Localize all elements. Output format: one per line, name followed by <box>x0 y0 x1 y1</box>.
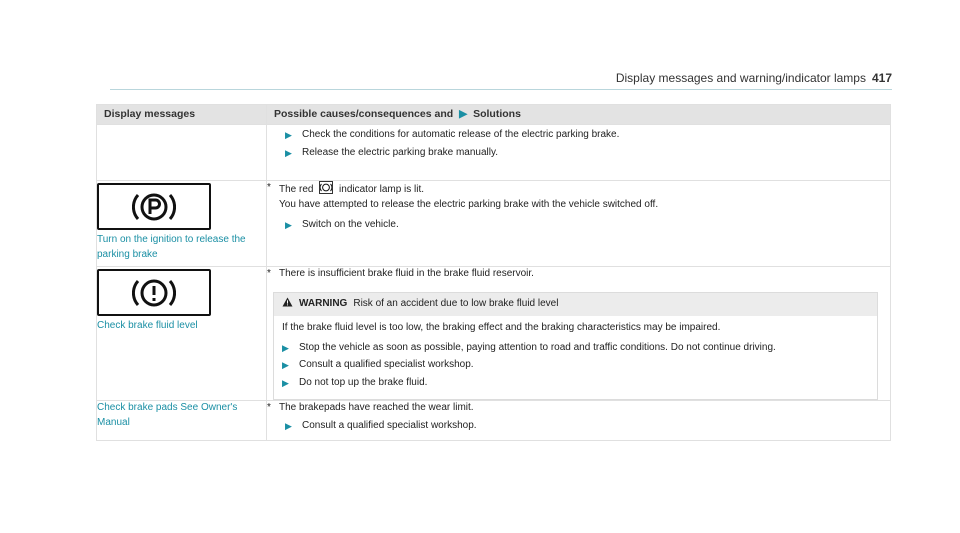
table-row <box>97 125 891 181</box>
step-text: Do not top up the brake fluid. <box>299 376 428 388</box>
message-cell <box>97 181 267 267</box>
cause-line <box>267 267 884 282</box>
message-cell <box>97 125 267 181</box>
warning-header <box>274 293 877 317</box>
table-row <box>97 181 891 267</box>
header-causes-label: Possible causes/consequences and <box>274 108 454 120</box>
display-message-text: Check brake fluid level <box>97 320 198 331</box>
running-header-title: Display messages and warning/indicator lamps <box>615 71 866 85</box>
cause-text: There is insufficient brake fluid in the brake fluid reservoir. <box>279 268 534 279</box>
warning-title: Risk of an accident due to low brake fluid level <box>353 298 559 309</box>
solution-step <box>267 419 890 434</box>
header-solutions-label: Solutions <box>473 108 521 120</box>
brake-warning-icon <box>97 269 211 316</box>
solution-cell <box>267 267 891 401</box>
step-text: Stop the vehicle as soon as possible, paying attention to road and traffic conditions. Do not continue driving. <box>299 341 776 353</box>
solution-step <box>267 146 890 161</box>
cause-text <box>279 181 424 198</box>
bullet-asterisk: * <box>267 402 271 413</box>
arrow-icon: ▶ <box>282 360 289 370</box>
table-header-row <box>97 105 891 125</box>
page-header <box>110 66 892 90</box>
solution-cell <box>267 401 891 441</box>
arrow-icon: ▶ <box>285 420 292 431</box>
table-row <box>97 401 891 441</box>
cause-text: The brakepads have reached the wear limit. <box>279 402 474 413</box>
warning-body <box>274 316 877 399</box>
header-causes-solutions <box>267 105 891 125</box>
arrow-icon: ▶ <box>282 377 289 388</box>
warning-text: If the brake fluid level is too low, the braking effect and the braking characteristics may be impaired. <box>282 322 721 333</box>
running-header <box>616 71 892 85</box>
cause-line <box>267 181 890 198</box>
parking-brake-indicator-icon <box>319 181 333 194</box>
warning-box <box>273 292 878 401</box>
step-text: Switch on the vehicle. <box>302 219 399 230</box>
table-row <box>97 267 891 401</box>
arrow-icon: ▶ <box>285 130 292 140</box>
step-text: Release the electric parking brake manually. <box>302 146 499 158</box>
display-message-text: Turn on the ignition to release the parking brake <box>97 234 246 260</box>
solution-cell <box>267 125 891 181</box>
solution-step <box>282 376 869 391</box>
cause-detail: You have attempted to release the electric parking brake with the vehicle switched off. <box>279 198 659 210</box>
bullet-asterisk: * <box>267 268 271 279</box>
arrow-icon: ▶ <box>285 220 292 230</box>
display-message-text: Check brake pads See Owner's Manual <box>97 402 238 428</box>
solution-step <box>267 128 890 143</box>
step-text: Check the conditions for automatic release of the electric parking brake. <box>302 129 620 140</box>
cause-suffix: indicator lamp is lit. <box>339 184 425 195</box>
warning-label: WARNING <box>299 298 348 309</box>
solution-step <box>282 341 869 356</box>
display-messages-table <box>96 104 891 441</box>
step-text: Consult a qualified specialist workshop. <box>302 419 477 431</box>
arrow-icon: ▶ <box>285 147 292 158</box>
cause-prefix: The red <box>279 184 314 195</box>
warning-triangle-icon <box>282 297 293 313</box>
solution-step <box>267 218 890 233</box>
message-cell <box>97 401 267 441</box>
bullet-asterisk: * <box>267 182 271 193</box>
header-display-messages: Display messages <box>97 105 267 125</box>
page-number: 417 <box>871 71 892 85</box>
parking-brake-p-icon <box>97 183 211 230</box>
step-text: Consult a qualified specialist workshop. <box>299 359 474 370</box>
message-cell <box>97 267 267 401</box>
cause-line <box>267 401 890 416</box>
arrow-icon: ▶ <box>459 108 468 120</box>
solution-step <box>282 358 869 373</box>
arrow-icon: ▶ <box>282 342 289 353</box>
solution-cell <box>267 181 891 267</box>
